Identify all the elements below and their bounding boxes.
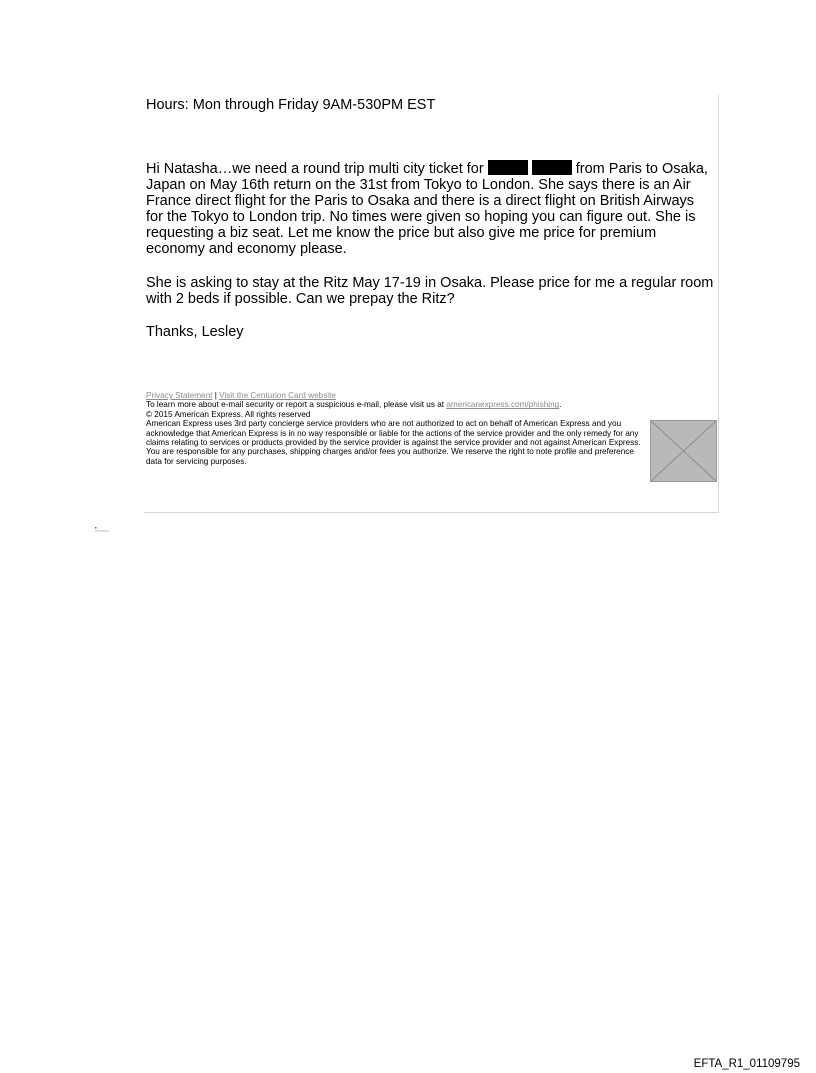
security-notice: [146, 400, 706, 409]
signoff: Thanks, Lesley: [146, 324, 244, 340]
centurion-card-link[interactable]: Visit the Centurion Card website: [219, 391, 336, 400]
business-hours: Hours: Mon through Friday 9AM-530PM EST: [146, 97, 436, 113]
image-placeholder-cross-icon: [651, 421, 716, 481]
footer-links: [146, 391, 706, 400]
flight-request-text: from Paris to Osaka, Japan on May 16th return on the 31st from Tokyo to London. She says there is an Air France direct flight for the Paris to Osaka and there is a direct flight on British Airways for the Tokyo to London trip. No times were given so hoping you can figure out. She is requesting a biz seat. Let me know the price but also give me price for premium economy and economy please.: [146, 161, 708, 258]
security-text: To learn more about e-mail security or report a suspicious e-mail, please visit us at: [146, 400, 445, 410]
legal-disclaimer: American Express uses 3rd party concierge service providers who are not authorized to act on behalf of American Express and you acknowledge that American Express is in no way responsible or liable for the actions of the service provider and the only remedy for any claims relating to services or products provided by the service provider is against the service provider and not against American Express. You are responsible for any purchases, shipping charges and/or fees you authorize. We reserve the right to note profile and preference data for servicing purposes.: [146, 419, 641, 466]
security-period: .: [559, 400, 562, 410]
link-separator: |: [214, 391, 217, 400]
message-paragraph-hotel: She is asking to stay at the Ritz May 17-19 in Osaka. Please price for me a regular room with 2 beds if possible. Can we prepay the Ritz?: [146, 275, 714, 308]
greeting-text: Hi Natasha…we need a round trip multi city ticket for: [146, 161, 484, 177]
email-footer: [146, 391, 706, 466]
redaction-box: [488, 160, 528, 175]
message-paragraph-flights: [146, 160, 714, 258]
broken-image-placeholder-icon: [650, 420, 717, 482]
redaction-box: [532, 160, 572, 175]
copyright: © 2015 American Express. All rights reserved: [146, 409, 311, 419]
privacy-statement-link[interactable]: Privacy Statement: [146, 391, 213, 400]
phishing-link[interactable]: americanexpress.com/phishing: [446, 400, 560, 410]
email-content-box: [144, 94, 719, 513]
stray-mark-icon: [95, 527, 109, 532]
bates-number: EFTA_R1_01109795: [693, 1058, 800, 1070]
